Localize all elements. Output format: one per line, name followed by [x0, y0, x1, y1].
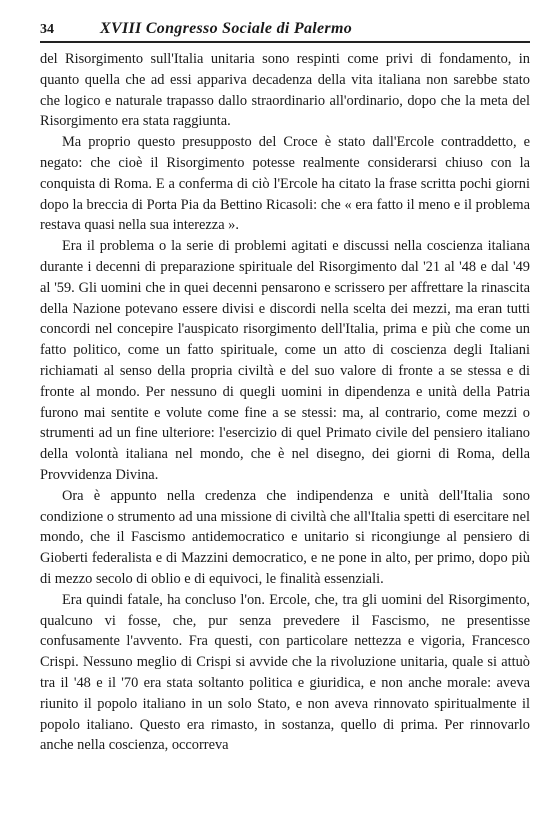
- paragraph: Ora è appunto nella credenza che indipendenza e unità dell'Italia sono condizione o strumento ad una missione di civiltà che all'Italia spetti di esercitare nel mondo, che il Fascismo antidemocratico e unitario si ricongiunge al pensiero di Gioberti federalista e di Mazzini democratico, e ne pone in alto, per primo, dopo più di mezzo secolo di oblio e di equivoci, le finalità essenziali.: [40, 487, 530, 587]
- body-text: [40, 49, 530, 756]
- paragraph: Era quindi fatale, ha concluso l'on. Ercole, che, tra gli uomini del Risorgimento, qualcuno vi fosse, che, pur senza prevedere il Fascismo, ne presentisse confusamente l'avvento. Fra questi, con particolare nettezza e vigoria, Francesco Crispi. Nessuno meglio di Crispi si avvide che la rivoluzione unitaria, quale si attuò tra il '48 e il '70 era stata soltanto politica e giuridica, e non anche morale: aveva riunito il popolo italiano in un solo Stato, e non aveva rinnovato spiritualmente il popolo italiano. Questo era rimasto, in sostanza, quello di prima. Per rinnovarlo anche nella coscienza, occorreva: [40, 591, 530, 754]
- paragraph: Era il problema o la serie di problemi agitati e discussi nella coscienza italiana durante i decenni di preparazione spirituale del Risorgimento dal '21 al '48 e dal '49 al '59. Gli uomini che in quei decenni pensarono e scrissero per affrettare la rinascita della Nazione potevano essere divisi e discordi nella scelta dei mezzi, ma eran tutti concordi nel concepire l'auspicato risorgimento dell'Italia, prima e più che come un fatto politico, come un fatto spirituale, come un atto di coscienza degli Italiani richiamati al senso della propria civiltà e del suo valore di fronte a se stessa e di fronte al mondo. Per nessuno di quegli uomini in dipendenza e unità della Patria furono mai sentite e volute come fine a se stessi: ma, al contrario, come mezzi o strumenti ad un fine ulteriore: l'esercizio di quel Primato civile del pensiero italiano della volontà italiana nel mondo, che è nel disegno, dei giorni di Roma, della Provvidenza Divina.: [40, 238, 530, 483]
- paragraph: Ma proprio questo presupposto del Croce è stato dall'Ercole contraddetto, e negato: che cioè il Risorgimento potesse realmente considerarsi chiuso con la conquista di Roma. E a conferma di ciò l'Ercole ha citato la frase scritta pochi giorni dopo la breccia di Porta Pia da Bettino Ricasoli: che « era fatto il meno e il problema restava quasi nella sua interezza ».: [40, 134, 530, 234]
- page-header: [40, 18, 530, 40]
- running-head: XVIII Congresso Sociale di Palermo: [100, 20, 353, 37]
- page-number: 34: [40, 22, 54, 37]
- paragraph-continuation: del Risorgimento sull'Italia unitaria sono respinti come privi di fondamento, in quanto quella che ad essi appariva decadenza della vita italiana non sarebbe stato che logico e naturale trapasso dallo straordinario all'ordinario, dopo che la meta del Risorgimento era stata raggiunta.: [40, 51, 530, 130]
- header-rule: [40, 41, 530, 43]
